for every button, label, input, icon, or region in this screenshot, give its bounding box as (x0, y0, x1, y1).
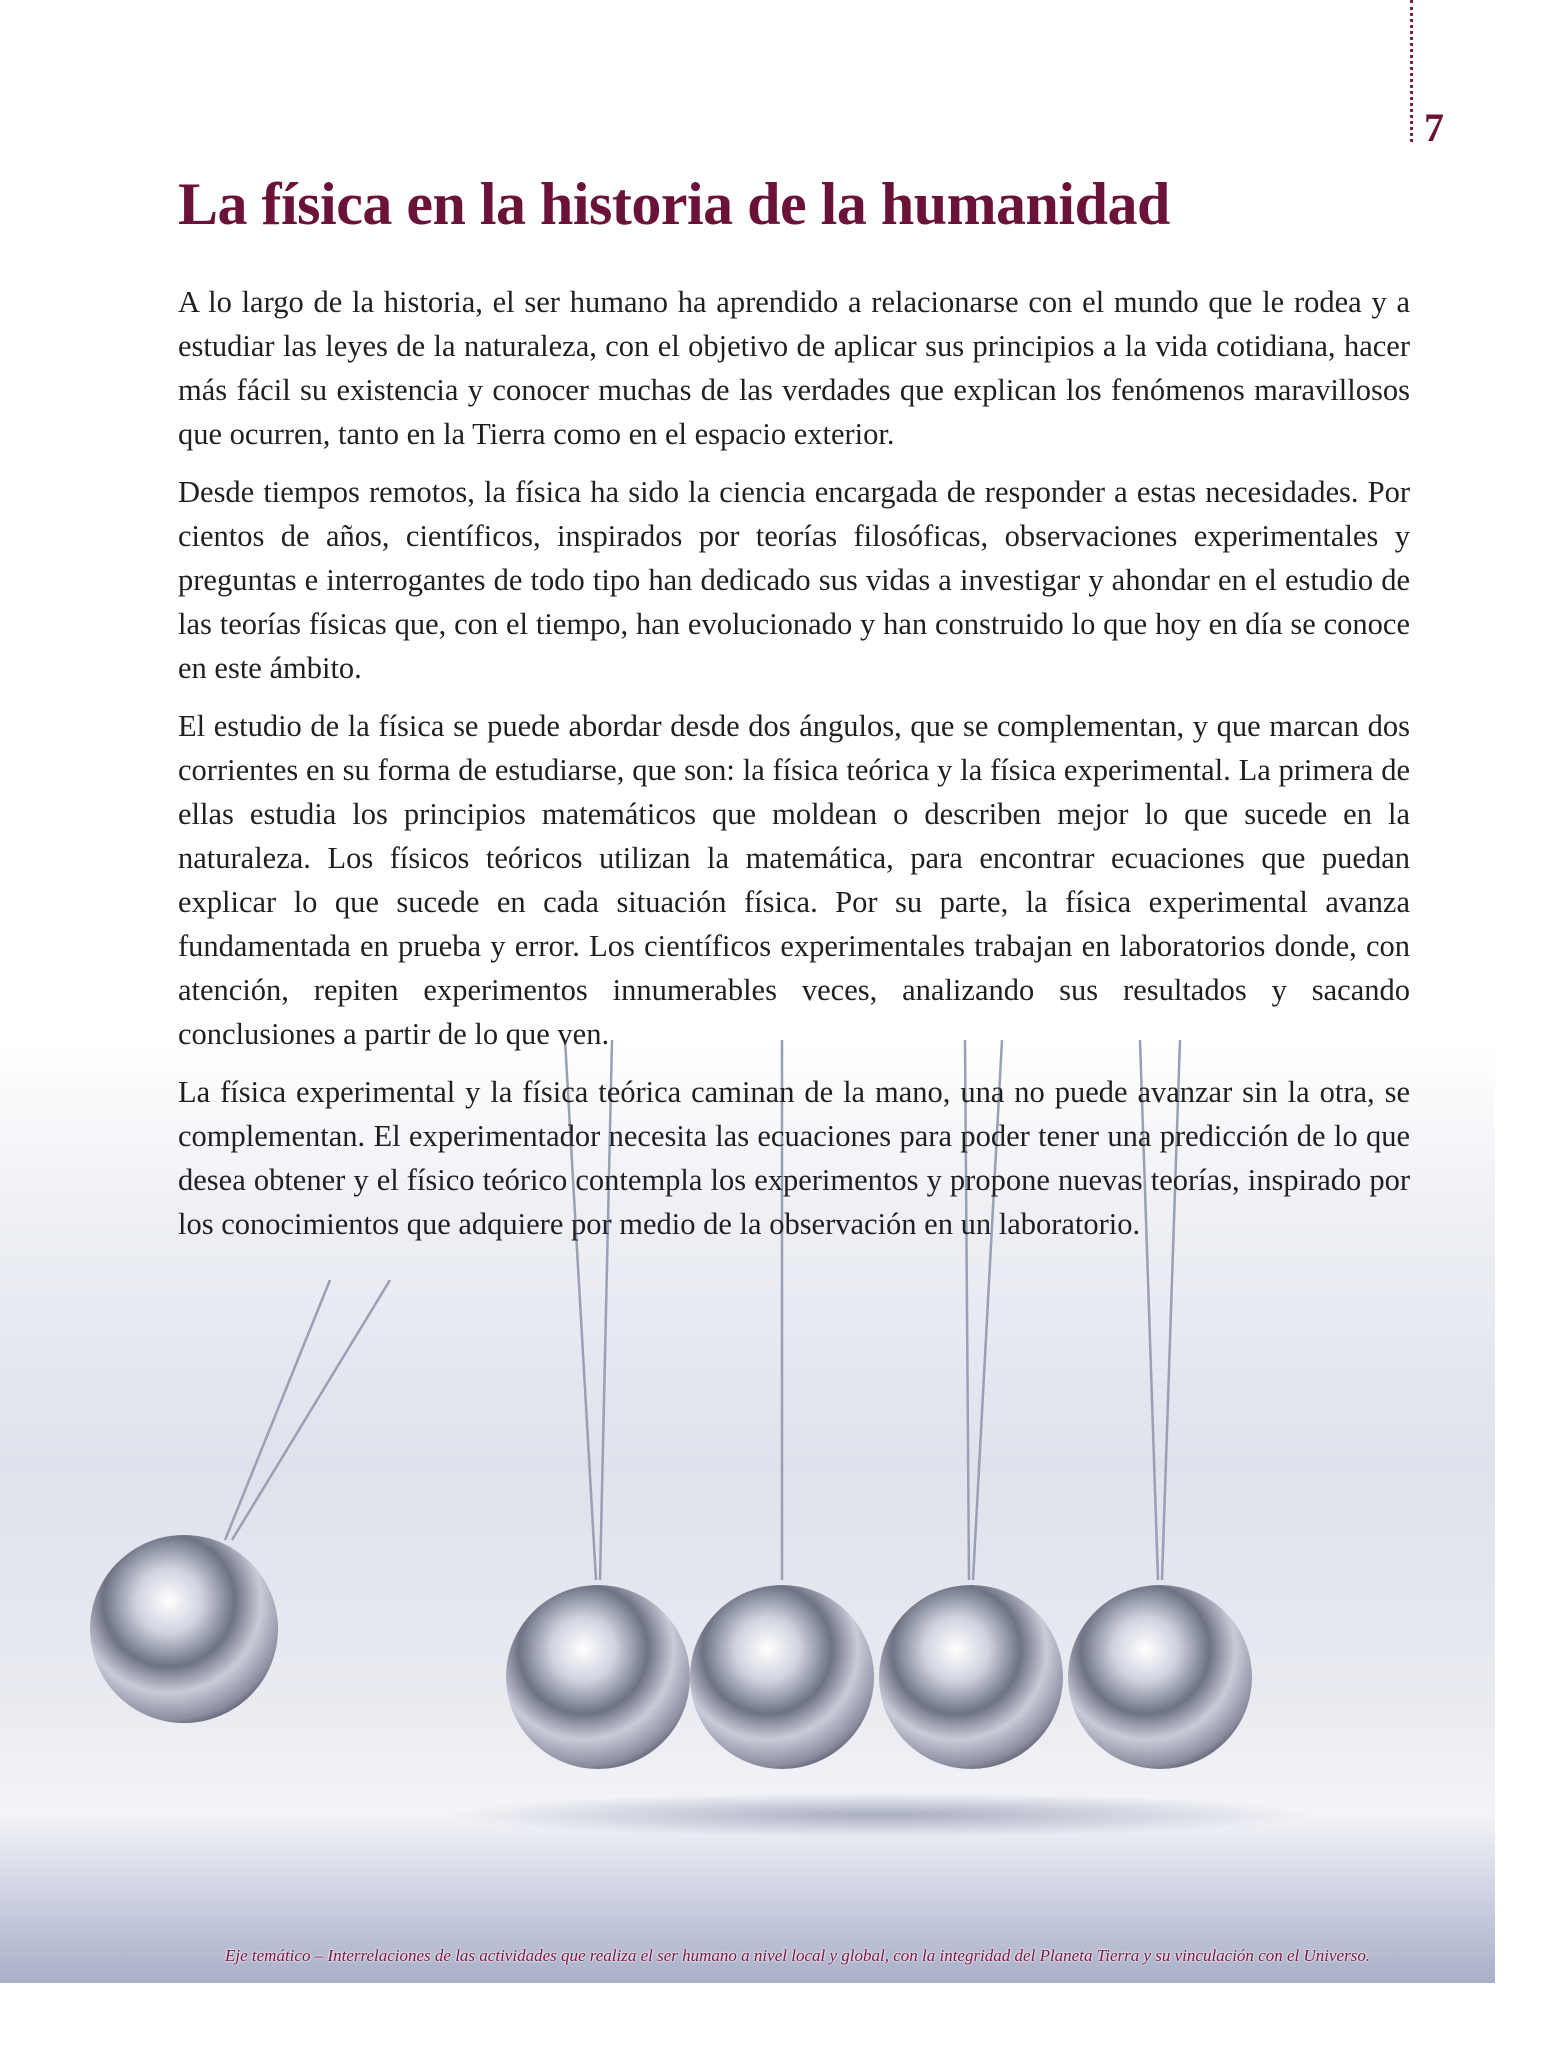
paragraph: El estudio de la física se puede abordar desde dos ángulos, que se complementan, y que marcan dos corrientes en su forma de estudiarse, que son: la física teórica y la física experimental. La primera de ellas estudia los principios matemáticos que moldean o describen mejor lo que sucede en la naturaleza. Los físicos teóricos utilizan la matemática, para encontrar ecuaciones que puedan explicar lo que sucede en cada situación física. Por su parte, la física experimental avanza fundamentada en prueba y error. Los científicos experimentales trabajan en laboratorios donde, con atención, repiten experimentos innumerables veces, analizando sus resultados y sacando conclusiones a partir de lo que ven. (178, 709, 1410, 1051)
pendulum-ball (506, 1585, 690, 1769)
margin-dotted-rule (1410, 0, 1413, 142)
footer-theme-line: Eje temático – Interrelaciones de las actividades que realiza el ser humano a nivel local y global, con la integridad del Planeta Tierra y su vinculación con el Universo. (225, 1946, 1371, 1965)
paragraph: Desde tiempos remotos, la física ha sido la ciencia encargada de responder a estas necesidades. Por cientos de años, científicos, inspirados por teorías filosóficas, observaciones experimentales y preguntas e interrogantes de todo tipo han dedicado sus vidas a investigar y ahondar en el estudio de las teorías físicas que, con el tiempo, han evolucionado y han construido lo que hoy en día se conoce en este ámbito. (178, 475, 1410, 685)
body-text (178, 280, 1410, 1260)
pendulum-ball (690, 1585, 874, 1769)
pendulum-ball (1068, 1585, 1252, 1769)
paragraph: A lo largo de la historia, el ser humano ha aprendido a relacionarse con el mundo que le rodea y a estudiar las leyes de la naturaleza, con el objetivo de aplicar sus principios a la vida cotidiana, hacer más fácil su existencia y conocer muchas de las verdades que explican los fenómenos maravillosos que ocurren, tanto en la Tierra como en el espacio exterior. (178, 285, 1410, 451)
paragraph: La física experimental y la física teórica caminan de la mano, una no puede avanzar sin la otra, se complementan. El experimentador necesita las ecuaciones para poder tener una predicción de lo que desea obtener y el físico teórico contempla los experimentos y propone nuevas teorías, inspirado por los conocimientos que adquiere por medio de la observación en un laboratorio. (178, 1075, 1410, 1241)
page-title: La física en la historia de la humanidad (178, 171, 1170, 237)
pendulum-ball (879, 1585, 1063, 1769)
pendulum-ball (90, 1535, 278, 1723)
page-number: 7 (1424, 105, 1444, 150)
